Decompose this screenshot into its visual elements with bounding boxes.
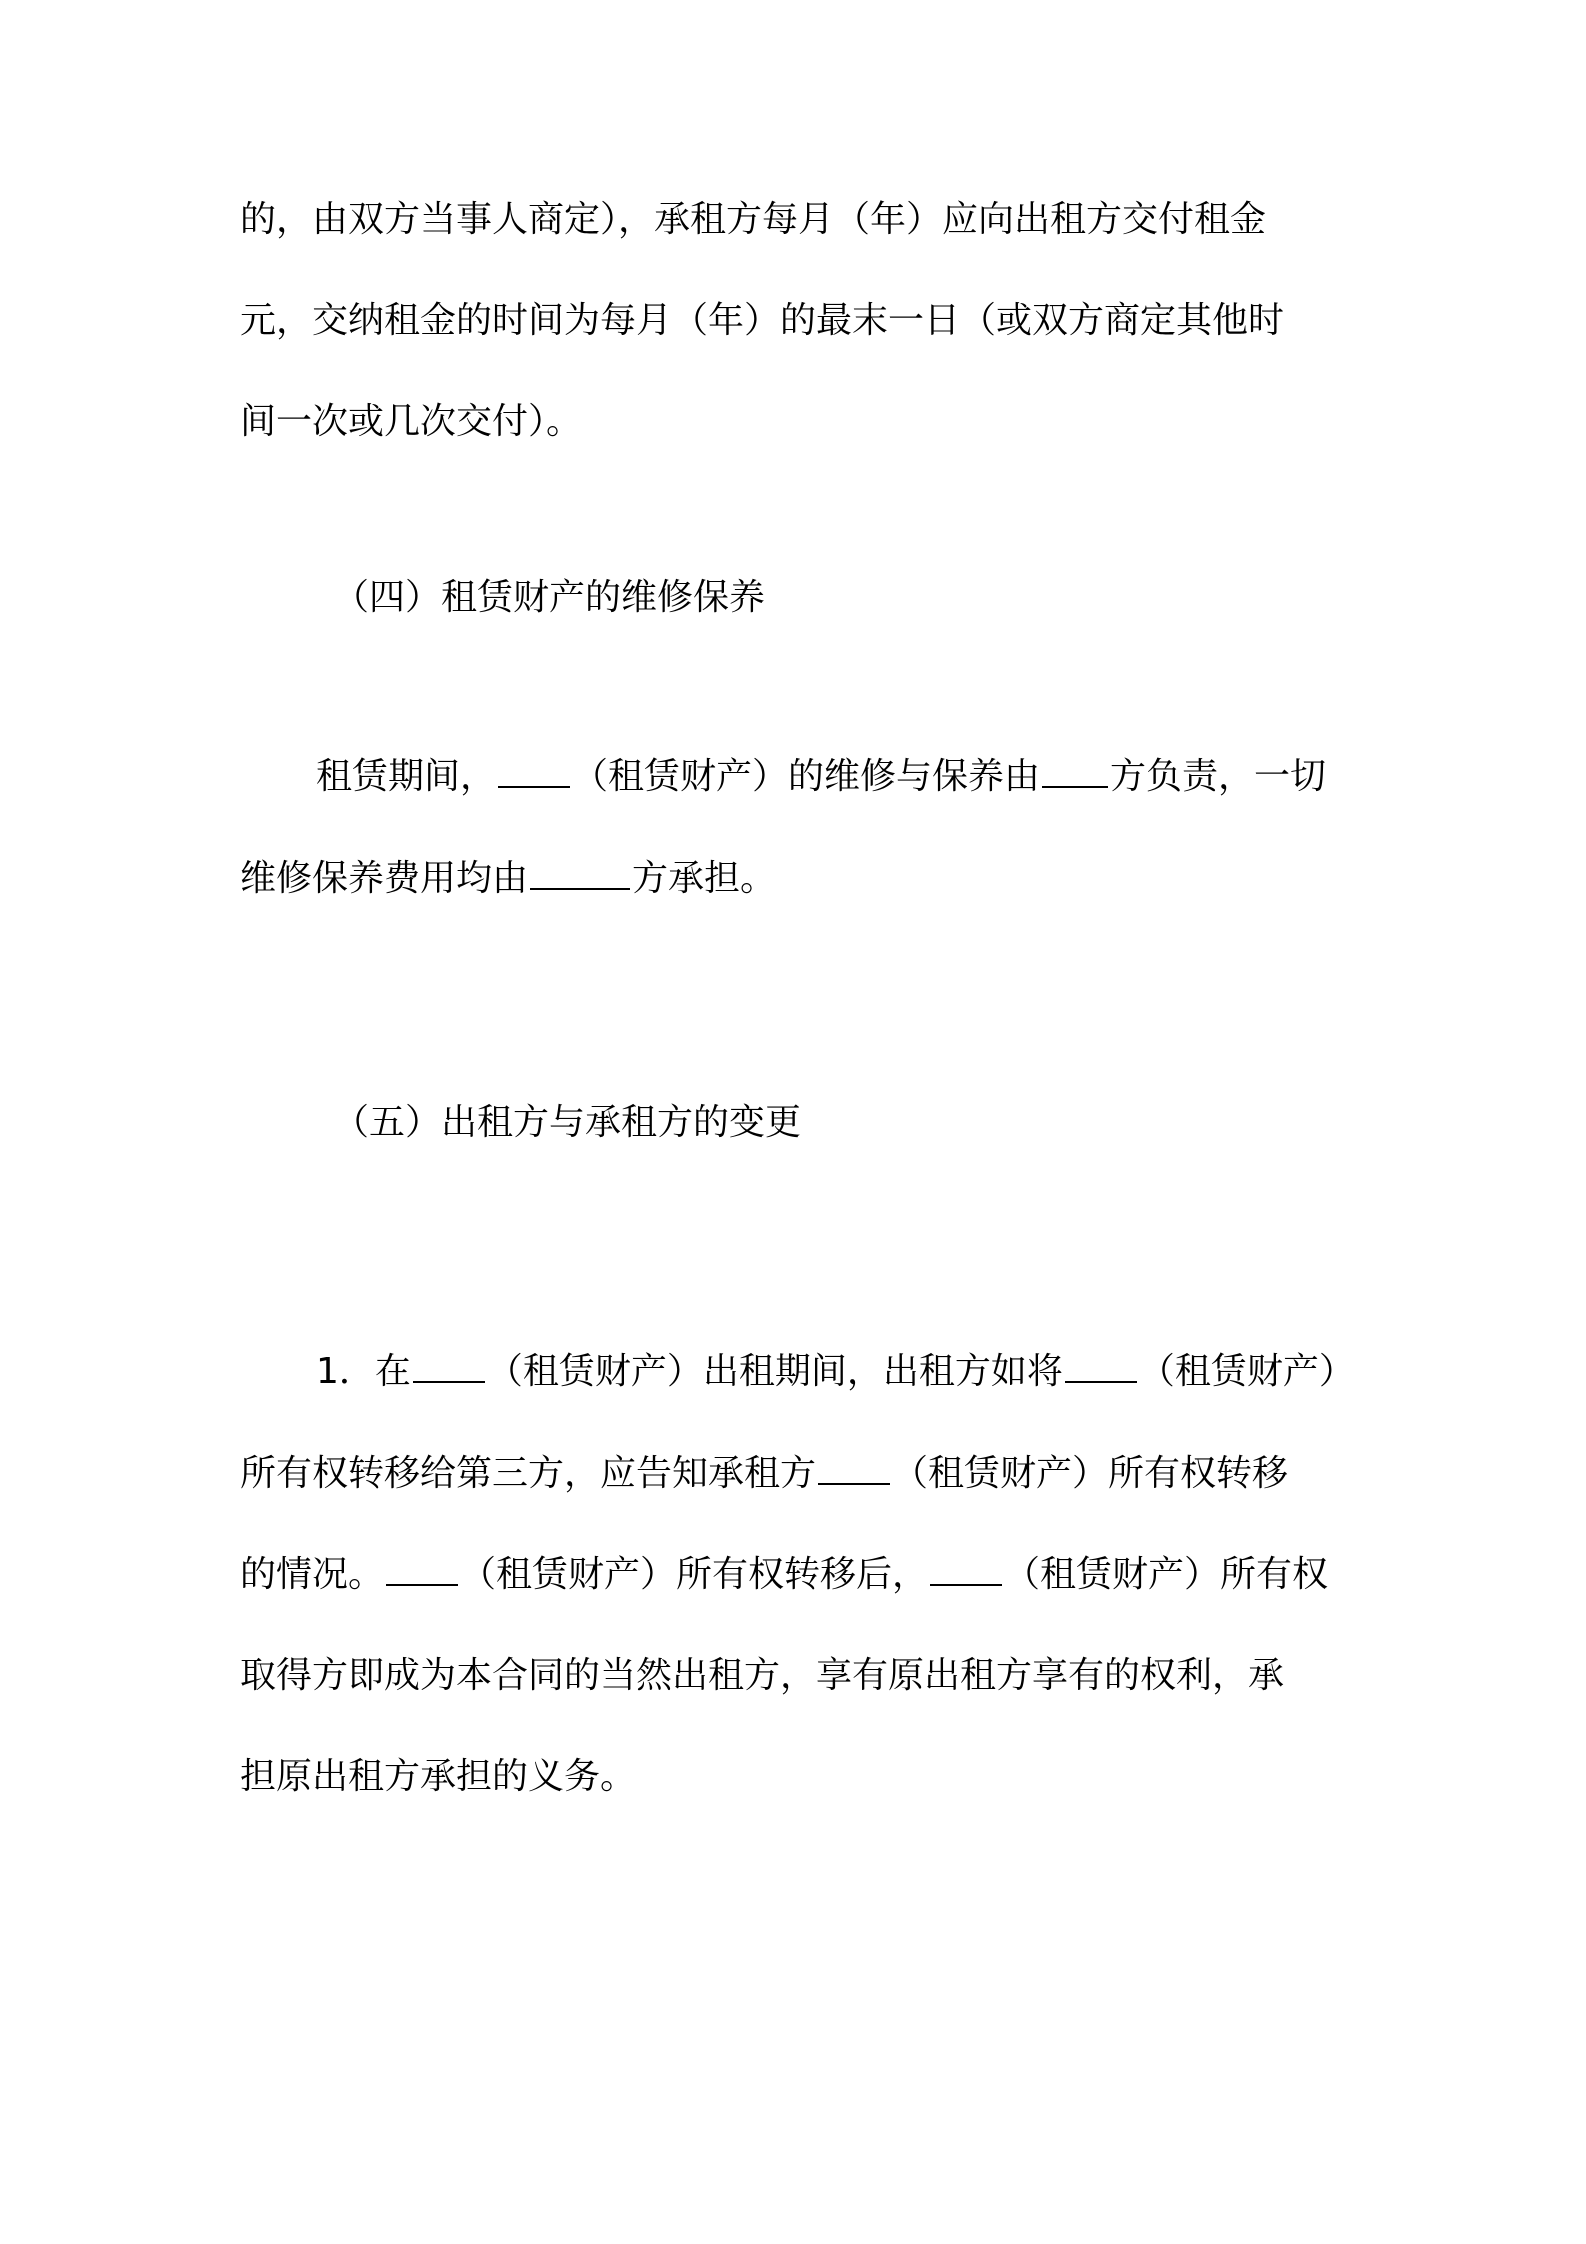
text-segment: 所有权转移给第三方，应告知承租方 — [240, 1453, 817, 1494]
fill-in-blank[interactable] — [1042, 750, 1108, 788]
item-1-line-1 — [316, 1345, 1355, 1397]
text-segment: （租赁财产）所有权转移后， — [460, 1554, 929, 1595]
section-four-heading: （四）租赁财产的维修保养 — [333, 577, 766, 618]
text-segment: （租赁财产）出租期间，出租方如将 — [486, 1351, 1063, 1392]
text-segment: 1．在 — [316, 1351, 411, 1392]
fill-in-blank[interactable] — [530, 852, 630, 890]
item-1-line-5: 担原出租方承担的义务。 — [240, 1756, 637, 1797]
text-segment: 租赁期间， — [316, 756, 497, 797]
text-segment: （租赁财产）的维修与保养由 — [572, 756, 1041, 797]
rent-line-1: 的，由双方当事人商定），承租方每月（年）应向出租方交付租金 — [240, 199, 1267, 240]
text-segment: 方负责，一切 — [1110, 756, 1327, 797]
fill-in-blank[interactable] — [413, 1345, 485, 1383]
rent-line-2: 元，交纳租金的时间为每月（年）的最末一日（或双方商定其他时 — [240, 300, 1285, 341]
text-segment: 的情况。 — [240, 1554, 385, 1595]
item-1-line-3 — [240, 1548, 1328, 1600]
item-1-line-4: 取得方即成为本合同的当然出租方，享有原出租方享有的权利，承 — [240, 1655, 1285, 1696]
fill-in-blank[interactable] — [818, 1447, 890, 1485]
section-four-line-2 — [240, 852, 776, 904]
fill-in-blank[interactable] — [386, 1548, 458, 1586]
rent-line-3: 间一次或几次交付）。 — [240, 401, 583, 442]
item-1-line-2 — [240, 1447, 1288, 1499]
text-segment: （租赁财产）所有权 — [1004, 1554, 1329, 1595]
text-segment: 维修保养费用均由 — [240, 858, 529, 899]
text-segment: （租赁财产） — [1138, 1351, 1355, 1392]
fill-in-blank[interactable] — [1065, 1345, 1137, 1383]
section-four-line-1 — [316, 750, 1326, 802]
fill-in-blank[interactable] — [498, 750, 570, 788]
section-five-heading: （五）出租方与承租方的变更 — [333, 1102, 802, 1143]
text-segment: 方承担。 — [632, 858, 777, 899]
text-segment: （租赁财产）所有权转移 — [892, 1453, 1289, 1494]
fill-in-blank[interactable] — [930, 1548, 1002, 1586]
